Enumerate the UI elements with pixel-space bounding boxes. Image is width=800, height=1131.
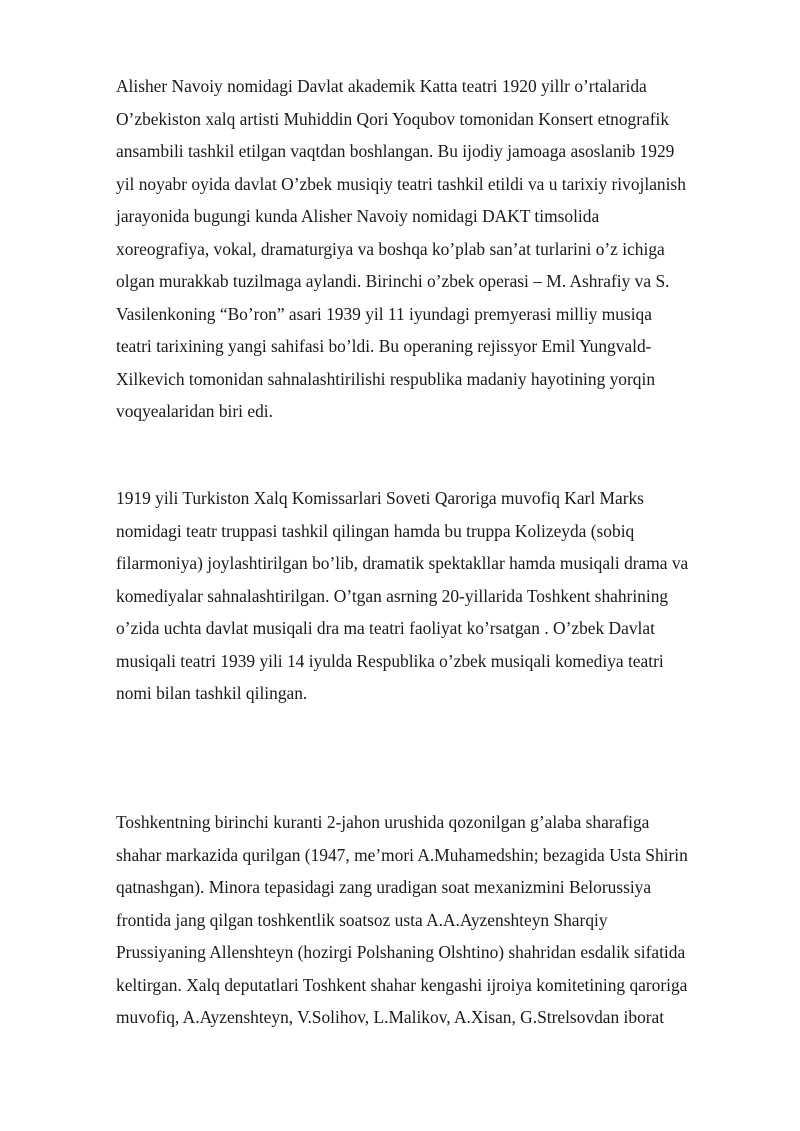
text-line: O’zbekiston xalq artisti Muhiddin Qori Yoqubov tomonidan Konsert etnografik [116, 108, 670, 129]
paragraph-tashkent-chimes [116, 806, 740, 1034]
text-line: Xilkevich tomonidan sahnalashtirilishi respublika madaniy hayotining yorqin [116, 368, 656, 389]
text-line: Prussiyaning Allenshteyn (hozirgi Polshaning Olshtino) shahridan esdalik sifatida [116, 942, 686, 962]
text-line: shahar markazida qurilgan (1947, me’mori A.Muhamedshin; bezagida Usta Shirin [116, 844, 688, 865]
text-line: muvofiq, A.Ayzenshteyn, V.Solihov, L.Malikov, A.Xisan, G.Strelsovdan iborat [116, 1007, 665, 1027]
text-line: teatri tarixining yangi sahifasi bo’ldi. Bu operaning rejissyor Emil Yungvald- [116, 336, 652, 356]
text-line: yil noyabr oyida davlat O’zbek musiqiy teatri tashkil etildi va u tarixiy rivojlanish [116, 173, 686, 194]
text-line: xoreografiya, vokal, dramaturgiya va boshqa ko’plab san’at turlarini o’z ichiga [116, 238, 665, 259]
text-line: jarayonida bugungi kunda Alisher Navoiy nomidagi DAKT timsolida [116, 206, 600, 226]
text-line: nomi bilan tashkil qilingan. [116, 683, 308, 703]
text-line: 1919 yili Turkiston Xalq Komissarlari Soveti Qaroriga muvofiq Karl Marks [116, 488, 644, 508]
text-line: Toshkentning birinchi kuranti 2-jahon urushida qozonilgan g’alaba sharafiga [116, 812, 650, 832]
text-line: frontida jang qilgan toshkentlik soatsoz usta A.A.Ayzenshteyn Sharqiy [116, 909, 608, 930]
text-line: olgan murakkab tuzilmaga aylandi. Birinchi o’zbek operasi – M. Ashrafiy va S. [116, 271, 670, 291]
text-line: o’zida uchta davlat musiqali dra ma teatri faoliyat ko’rsatgan . O’zbek Davlat [116, 618, 655, 638]
text-line: musiqali teatri 1939 yili 14 iyulda Respublika o’zbek musiqali komediya teatri [116, 650, 664, 671]
text-line: nomidagi teatr truppasi tashkil qilingan hamda bu truppa Kolizeyda (sobiq [116, 520, 635, 541]
paragraph-karl-marks-troupe [116, 482, 740, 710]
paragraph-alisher-navoiy-theatre [116, 70, 740, 428]
text-line: voqyealaridan biri edi. [116, 401, 273, 421]
text-line: komediyalar sahnalashtirilgan. O’tgan asrning 20-yillarida Toshkent shahrining [116, 585, 669, 606]
text-line: filarmoniya) joylashtirilgan bo’lib, dramatik spektakllar hamda musiqali drama va [116, 553, 689, 573]
text-line: Alisher Navoiy nomidagi Davlat akademik Katta teatri 1920 yillr o’rtalarida [116, 76, 647, 96]
text-line: Vasilenkoning “Bo’ron” asari 1939 yil 11 iyundagi premyerasi milliy musiqa [116, 303, 652, 324]
text-line: keltirgan. Xalq deputatlari Toshkent shahar kengashi ijroiya komitetining qaroriga [116, 974, 688, 995]
text-line: ansambili tashkil etilgan vaqtdan boshlangan. Bu ijodiy jamoaga asoslanib 1929 [116, 141, 675, 161]
text-line: qatnashgan). Minora tepasidagi zang uradigan soat mexanizmini Belorussiya [116, 877, 652, 897]
